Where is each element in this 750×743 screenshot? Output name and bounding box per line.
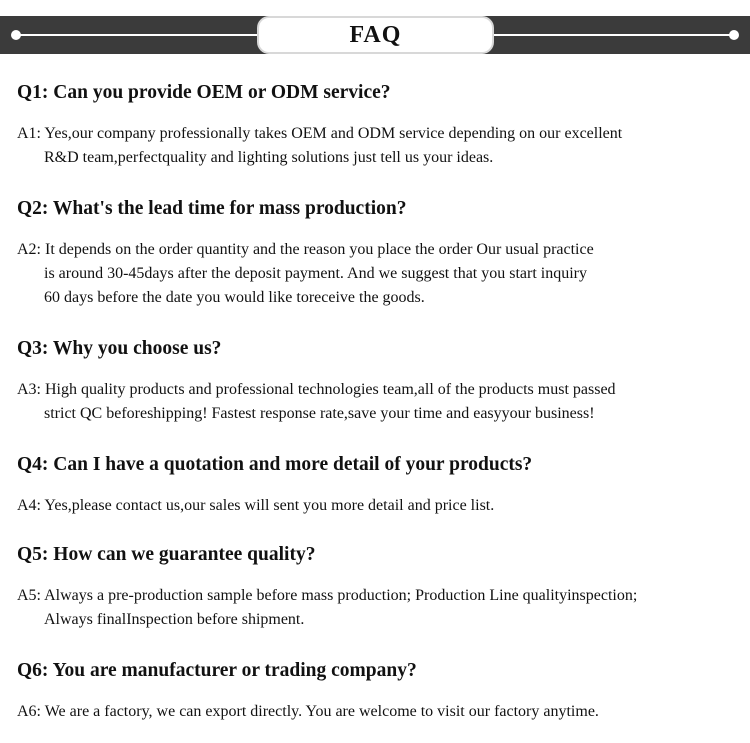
faq-item-6 [17,658,747,724]
faq-item-5 [17,542,747,632]
faq-answer [17,584,747,632]
faq-question: Q1: Can you provide OEM or ODM service? [17,82,391,103]
faq-answer [17,238,747,310]
faq-answer-line: 60 days before the date you would like toreceive the goods. [44,289,425,306]
header-title-pill [257,16,494,54]
faq-header-banner [0,16,750,54]
faq-answer-line: A6: We are a factory, we can export directly. You are welcome to visit our factory anytime. [17,703,599,720]
faq-answer [17,378,747,426]
faq-answer-line: A1: Yes,our company professionally takes OEM and ODM service depending on our excellent [17,125,623,142]
faq-question: Q4: Can I have a quotation and more detail of your products? [17,454,533,475]
header-left-dot [11,30,21,40]
faq-answer-line: is around 30-45days after the deposit payment. And we suggest that you start inquiry [44,265,588,282]
faq-answer [17,122,747,170]
page-title: FAQ [349,21,402,48]
faq-answer-line: R&D team,perfectquality and lighting solutions just tell us your ideas. [44,149,494,166]
faq-question: Q6: You are manufacturer or trading company? [17,660,417,681]
faq-answer-line: A2: It depends on the order quantity and the reason you place the order Our usual practice [17,241,594,258]
faq-item-4 [17,452,747,518]
faq-answer-line: strict QC beforeshipping! Fastest response rate,save your time and easyyour business! [44,405,595,422]
faq-answer-line: A4: Yes,please contact us,our sales will sent you more detail and price list. [17,497,495,514]
faq-answer-line: A3: High quality products and professional technologies team,all of the products must passed [17,381,616,398]
header-left-rule [14,34,262,36]
faq-answer-line: Always finalInspection before shipment. [44,611,305,628]
faq-answer-line: A5: Always a pre-production sample before mass production; Production Line qualityinspection; [17,587,638,604]
faq-question: Q2: What's the lead time for mass production? [17,198,407,219]
faq-answer [17,494,747,518]
faq-question: Q5: How can we guarantee quality? [17,544,316,565]
header-right-dot [729,30,739,40]
faq-item-2 [17,196,747,310]
faq-item-1 [17,80,747,170]
faq-question: Q3: Why you choose us? [17,338,222,359]
header-right-rule [490,34,734,36]
faq-answer [17,700,747,724]
faq-item-3 [17,336,747,426]
